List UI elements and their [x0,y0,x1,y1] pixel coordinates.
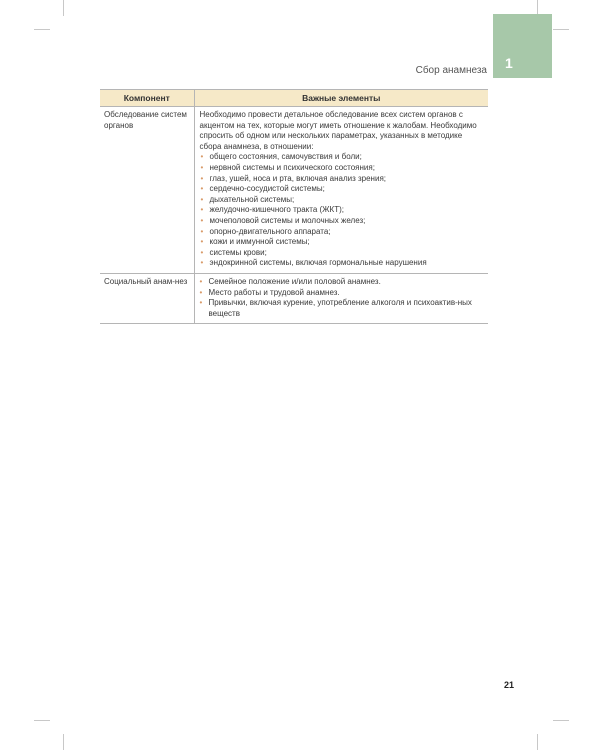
crop-mark [537,734,538,750]
page-number: 21 [504,680,515,690]
crop-mark [34,720,50,721]
list-item: • глаз, ушей, носа и рта, включая анализ зрения; [200,174,485,185]
running-title: Сбор анамнеза [415,65,487,76]
component-cell: Социальный анам-нез [100,273,194,323]
list-item: • опорно-двигательного аппарата; [200,227,485,238]
chapter-tab [493,14,552,78]
column-header-elements: Важные элементы [194,90,488,107]
table-row [100,107,488,274]
list-item: • желудочно-кишечного тракта (ЖКТ); [200,205,485,216]
list-item: • дыхательной системы; [200,195,485,206]
component-cell: Обследование систем органов [100,107,194,274]
elements-cell [194,107,488,274]
crop-mark [63,0,64,16]
list-item: • Место работы и трудовой анамнез. [200,288,485,299]
list-item: • кожи и иммунной системы; [200,237,485,248]
chapter-number: 1 [505,55,513,71]
elements-cell [194,273,488,323]
list-item: • мочеполовой системы и молочных желез; [200,216,485,227]
list-item: • нервной системы и психического состояния; [200,163,485,174]
list-item: • Привычки, включая курение, употребление алкоголя и психоактив-ных веществ [200,298,485,319]
crop-mark [34,29,50,30]
table-row [100,273,488,323]
crop-mark [553,29,569,30]
crop-mark [63,734,64,750]
bullet-list [200,152,485,269]
list-item: • общего состояния, самочувствия и боли; [200,152,485,163]
column-header-component: Компонент [100,90,194,107]
list-item: • эндокринной системы, включая гормональные нарушения [200,258,485,269]
row-intro-text: Необходимо провести детальное обследование всех систем органов с акцентом на тех, которые могут иметь отношение к жалобам. Необходимо спросить об одном или нескольких параметрах, указанных в методике сбора анамнеза, в отношении: [199,110,477,151]
anamnesis-table [100,89,488,324]
crop-mark [553,720,569,721]
list-item: • Семейное положение и/или половой анамнез. [200,277,485,288]
list-item: • системы крови; [200,248,485,259]
list-item: • сердечно-сосудистой системы; [200,184,485,195]
bullet-list [200,277,485,319]
table-header-row [100,90,488,107]
